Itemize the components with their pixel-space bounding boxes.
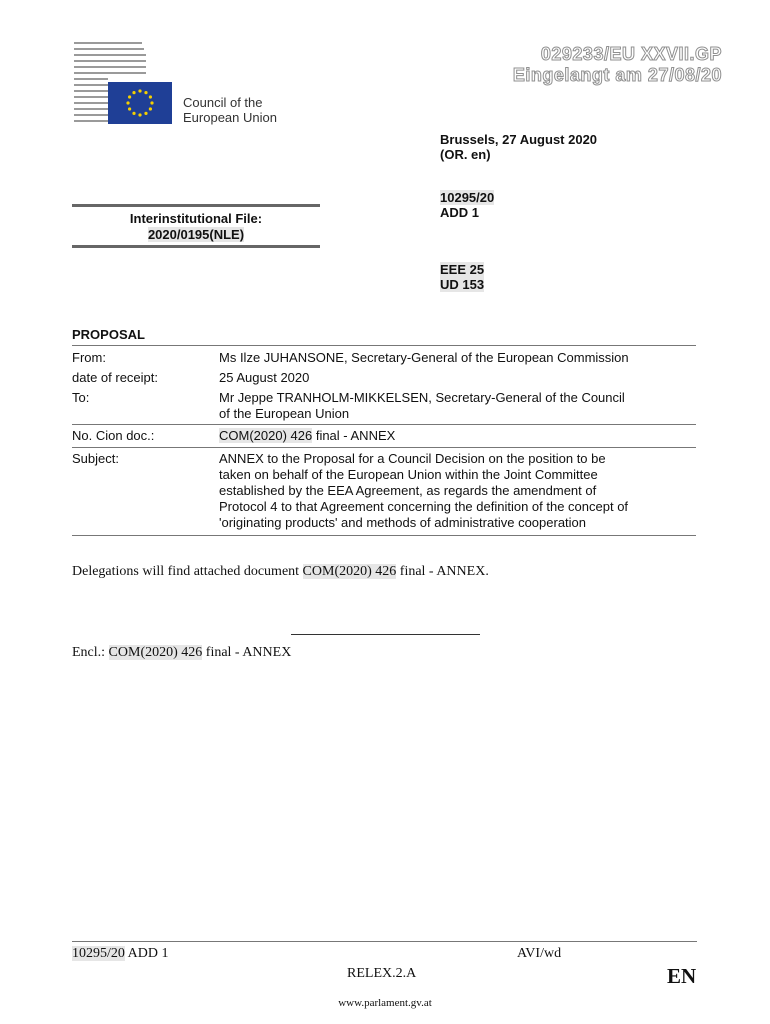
proposal-table bbox=[72, 345, 696, 536]
footer-doc-number[interactable]: 10295/20 bbox=[72, 946, 125, 961]
delegations-doc-ref[interactable]: COM(2020) 426 bbox=[302, 564, 397, 579]
row-subject: Subject: ANNEX to the Proposal for a Council Decision on the position to be taken on behalf of the European Union within the Joint Committee established by the EEA Agreement, as regards the amendment of Protocol 4 to that Agreement concerning the definition of the concept of 'originating products' and methods of administrative cooperation bbox=[72, 451, 629, 530]
code-eee[interactable]: EEE 25 bbox=[440, 262, 485, 277]
document-date: Brussels, 27 August 2020 (OR. en) bbox=[440, 132, 598, 162]
footer-website[interactable]: www.parlament.gv.at bbox=[338, 997, 432, 1009]
doc-number-ref[interactable]: 10295/20 bbox=[440, 190, 495, 205]
enclosure-doc-ref[interactable]: COM(2020) 426 bbox=[108, 645, 203, 660]
footer-language: EN bbox=[667, 964, 697, 988]
cion-doc-ref[interactable]: COM(2020) 426 bbox=[219, 428, 313, 443]
interinstitutional-file-number[interactable]: 2020/0195(NLE) bbox=[147, 227, 245, 242]
interinstitutional-file: Interinstitutional File: 2020/0195(NLE) bbox=[72, 204, 320, 248]
eu-flag-icon bbox=[108, 82, 172, 124]
row-to: To: Mr Jeppe TRANHOLM-MIKKELSEN, Secretary-General of the Council of the European Union bbox=[72, 390, 625, 421]
document-codes bbox=[440, 262, 484, 292]
footer-doc-ref: 10295/20 ADD 1 bbox=[72, 946, 169, 961]
document-number: 10295/20 ADD 1 bbox=[440, 190, 495, 220]
proposal-title: PROPOSAL bbox=[72, 327, 145, 342]
code-ud[interactable]: UD 153 bbox=[440, 277, 485, 292]
council-name: Council of the European Union bbox=[183, 95, 277, 125]
footer-initials: AVI/wd bbox=[517, 946, 562, 961]
enclosure-line: Encl.: COM(2020) 426 final - ANNEX bbox=[72, 645, 292, 660]
received-stamp: 029233/EU XXVII.GP Eingelangt am 27/08/20 bbox=[512, 44, 722, 85]
footer-divider bbox=[72, 941, 697, 942]
separator-line bbox=[291, 634, 480, 635]
row-cion-doc: No. Cion doc.: COM(2020) 426 final - ANNEX bbox=[72, 428, 396, 443]
row-from: From: Ms Ilze JUHANSONE, Secretary-General of the European Commission bbox=[72, 350, 629, 365]
row-date-of-receipt: date of receipt: 25 August 2020 bbox=[72, 370, 310, 385]
delegations-sentence: Delegations will find attached document COM(2020) 426 final - ANNEX. bbox=[72, 564, 489, 579]
footer-department: RELEX.2.A bbox=[347, 966, 417, 981]
